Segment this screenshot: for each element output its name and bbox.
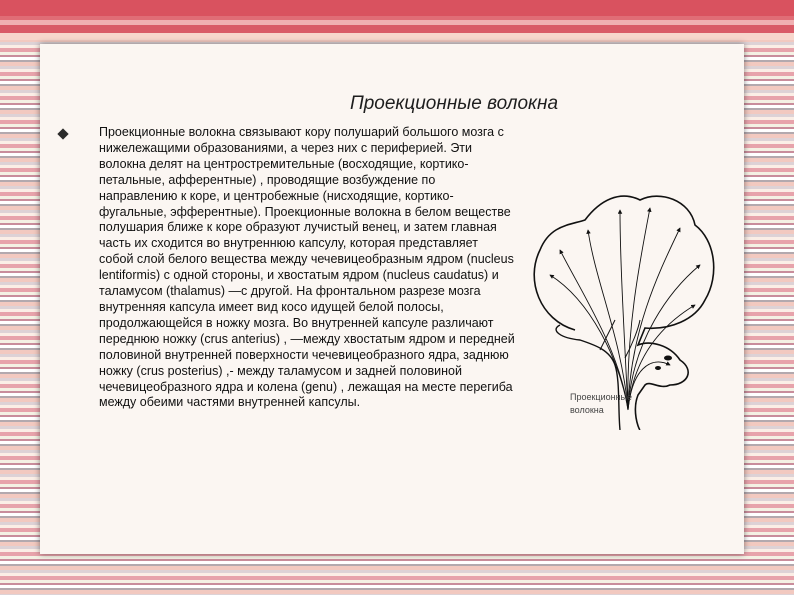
figure-caption-line1: Проекционные: [570, 392, 633, 402]
slide-title: Проекционные волокна: [349, 93, 559, 114]
top-stripe-band: [0, 0, 794, 40]
nucleus-dot: [655, 366, 661, 370]
slide-body-text: Проекционные волокна связывают кору полушарий большого мозга с нижележащими образованиями, а через них с периферией. Эти волокна делят на центростремительные (восходящие, кортико-петальные, афферентные) , проводящие возбуждение по направлению к коре, и центробежные (нисходящие, кортико-фугальные, эфферентные). Проекционные волокна в белом веществе полушария ближе к коре образуют лучистый венец, и затем главная часть их сходится во внутреннюю капсулу, которая представляет собой слой белого вещества между чечевицеобразным ядром (nucleus lentiformis) с одной стороны, и хвостатым ядром (nucleus caudatus) и таламусом (thalamus) —с другой. На фронтальном разрезе мозга внутренняя капсула имеет вид косо идущей белой полосы, продолжающейся в ножку мозга. Во внутренней капсуле различают переднюю ножку (crus anterius) , —между хвостатым ядром и передней половиной внутренней поверхности чечевицеобразного ядра, заднюю ножку (crus posterius) ,- между таламусом и задней половиной чечевицеобразного ядра и колена (genu) , лежащая на месте перегиба между обеими частями внутренней капсулы.: [99, 125, 515, 410]
nucleus-dot: [664, 356, 672, 361]
figure-caption: [570, 391, 660, 417]
bullet-diamond-icon: [57, 128, 68, 139]
figure-caption-line2: волокна: [570, 405, 604, 415]
slide: [40, 44, 744, 554]
fiber-arrows: [550, 208, 700, 410]
